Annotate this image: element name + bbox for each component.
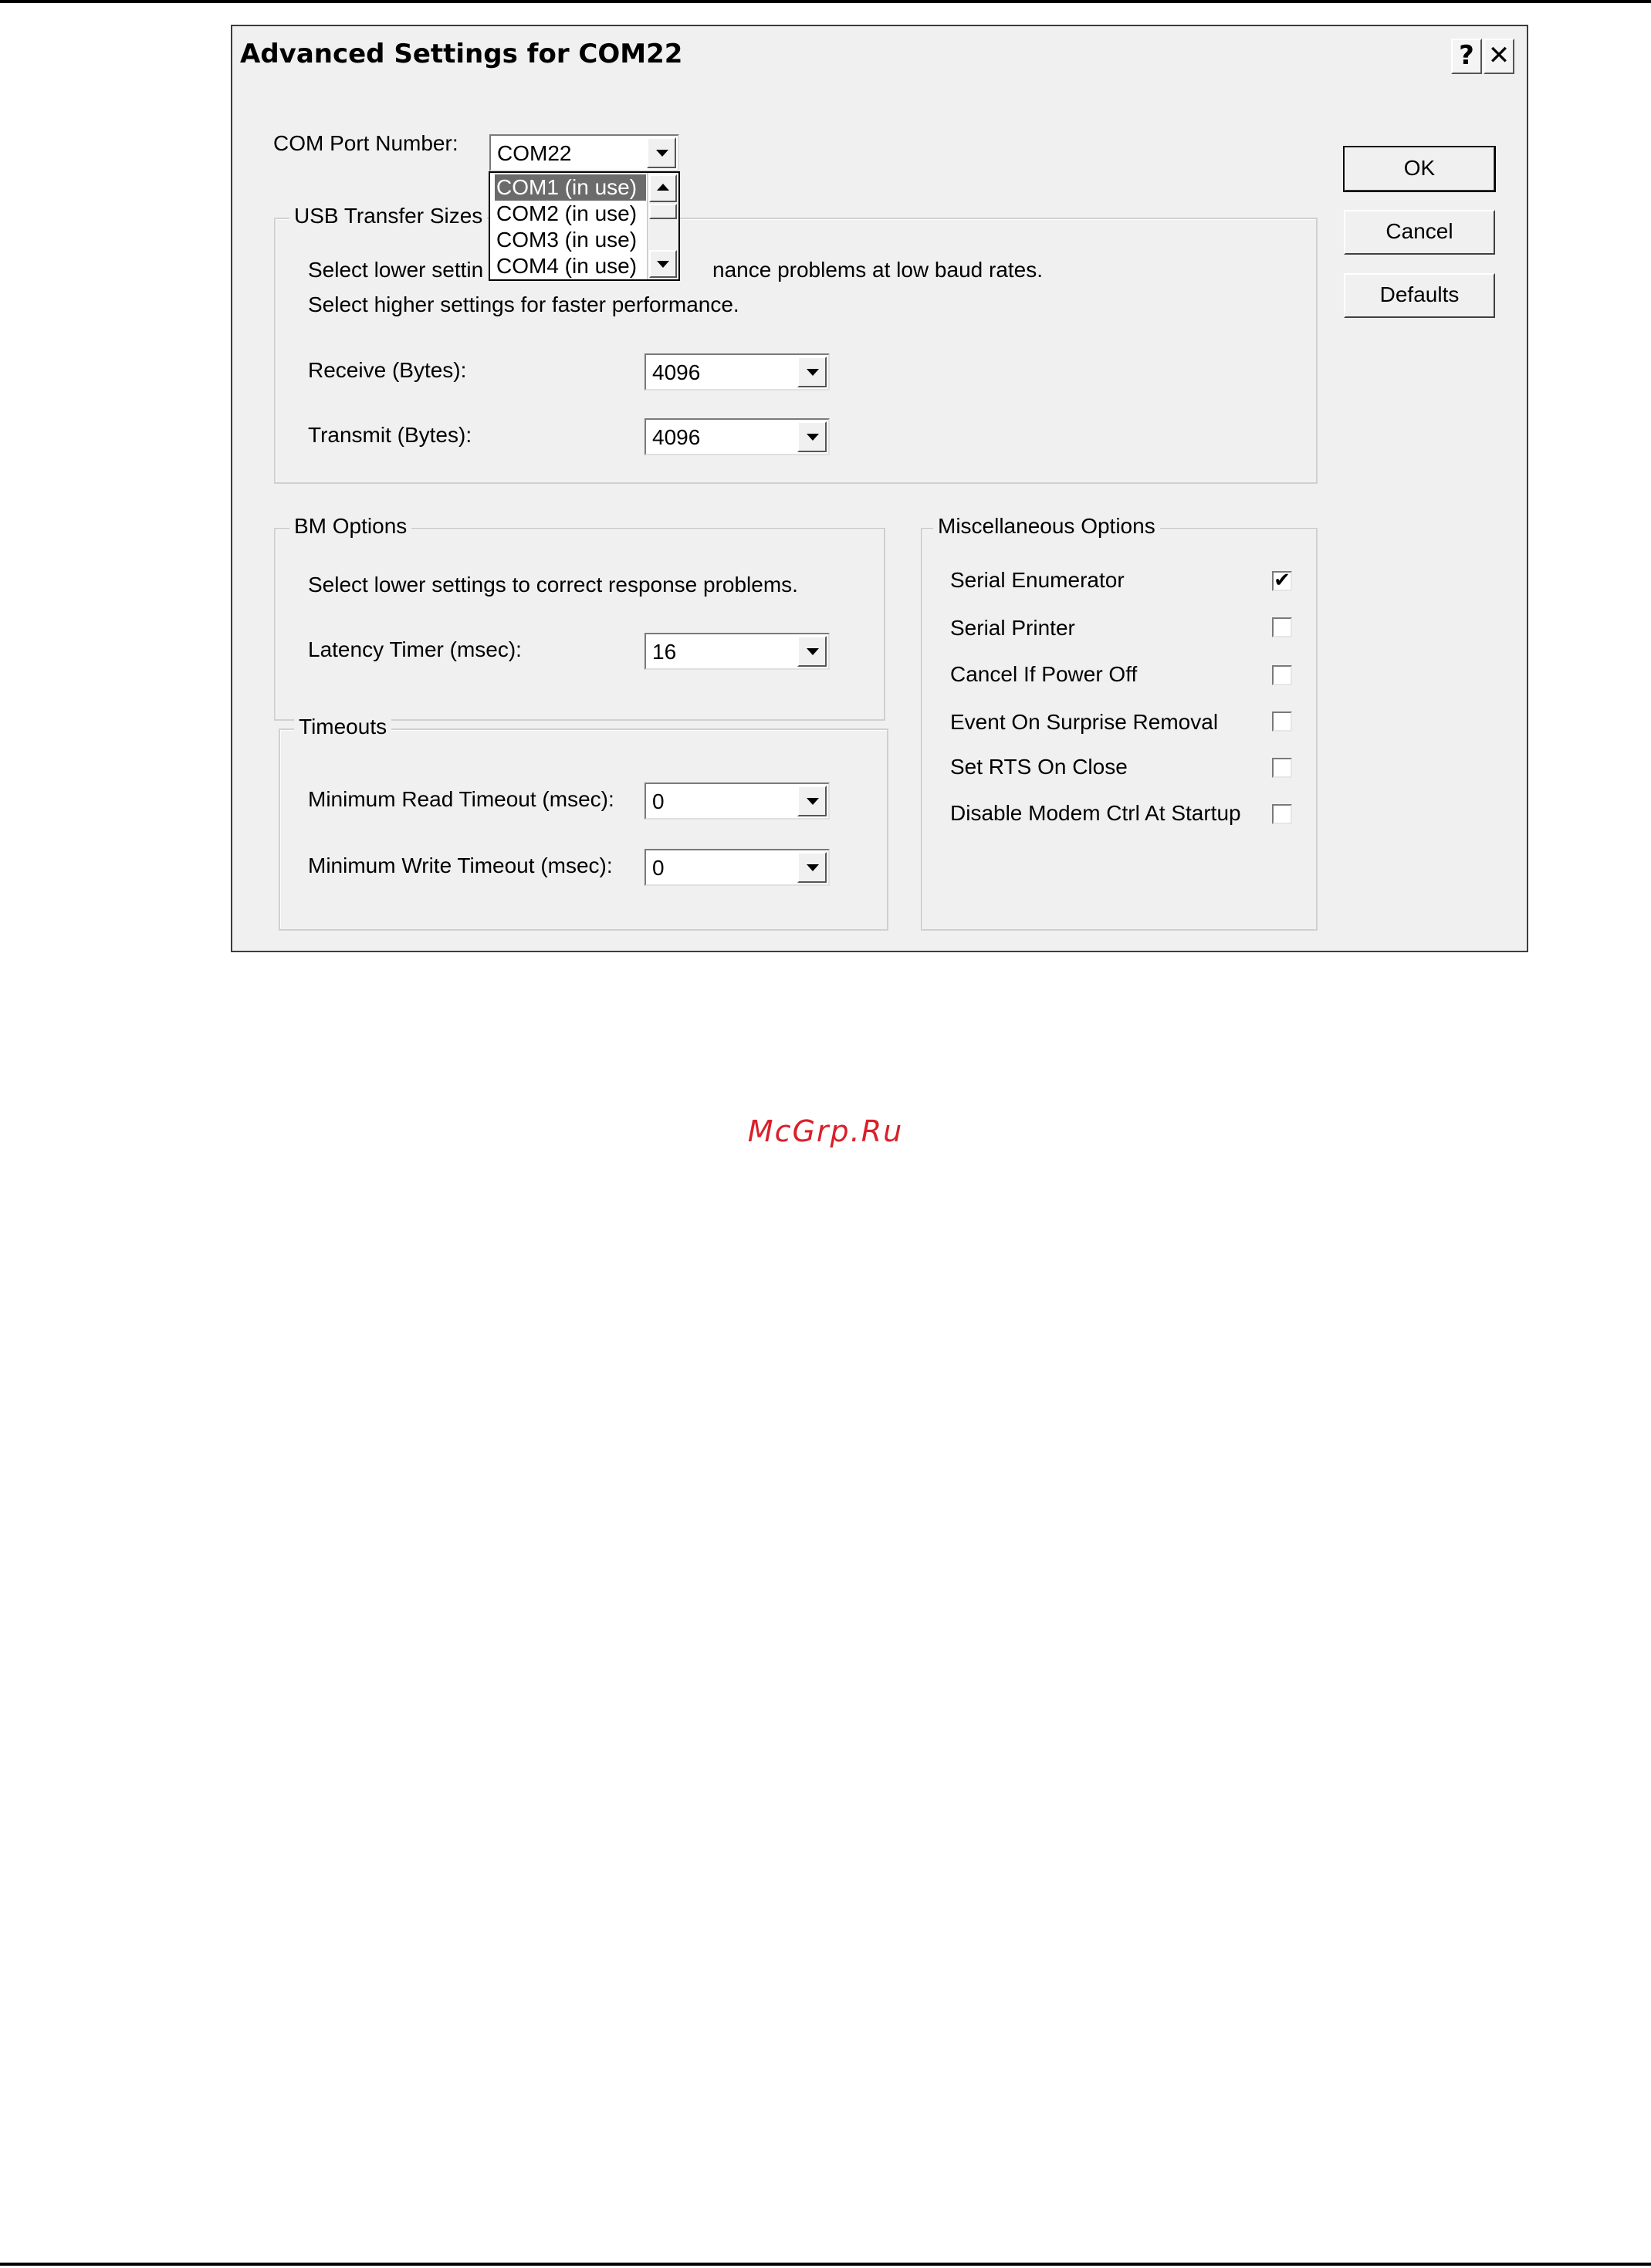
timeouts-group [279, 715, 888, 931]
dialog-title: Advanced Settings for COM22 [240, 39, 683, 69]
receive-value: 4096 [652, 360, 701, 384]
usb-transfer-desc2: Select higher settings for faster performance. [308, 292, 739, 316]
serial-enumerator-checkbox[interactable]: ✔ [1272, 571, 1292, 591]
chevron-down-icon [657, 261, 669, 268]
bottom-rule [0, 2263, 1651, 2266]
min-read-timeout-select[interactable] [644, 782, 830, 820]
top-rule [0, 0, 1651, 3]
receive-dropdown-button[interactable] [797, 357, 827, 387]
com-port-select[interactable] [489, 134, 679, 171]
com-port-option[interactable]: COM4 (in use) [496, 254, 638, 278]
usb-transfer-desc-right: nance problems at low baud rates. [712, 258, 1044, 282]
chevron-down-icon [807, 864, 819, 871]
title-bar [232, 26, 1527, 83]
min-write-timeout-select[interactable] [644, 849, 830, 886]
min-write-timeout-value: 0 [652, 856, 665, 880]
latency-value: 16 [652, 640, 677, 664]
event-on-surprise-removal-checkbox[interactable] [1272, 711, 1292, 732]
disable-modem-ctrl-checkbox[interactable] [1272, 804, 1292, 824]
transmit-dropdown-button[interactable] [797, 421, 827, 452]
scroll-down-button[interactable] [649, 250, 677, 278]
advanced-settings-dialog [231, 25, 1528, 952]
serial-enumerator-label: Serial Enumerator [950, 568, 1125, 592]
receive-label: Receive (Bytes): [308, 358, 467, 382]
cancel-if-power-off-checkbox[interactable] [1272, 665, 1292, 685]
dropdown-scrollbar[interactable] [647, 173, 678, 279]
min-read-timeout-value: 0 [652, 789, 665, 813]
chevron-up-icon [657, 184, 669, 191]
chevron-down-icon [807, 369, 819, 376]
scroll-up-button[interactable] [649, 174, 677, 202]
set-rts-on-close-label: Set RTS On Close [950, 755, 1128, 779]
usb-transfer-title: USB Transfer Sizes [289, 204, 487, 228]
ok-button[interactable]: OK [1344, 147, 1495, 191]
latency-select[interactable] [644, 633, 830, 670]
chevron-down-icon [656, 150, 668, 157]
watermark: McGrp.Ru [747, 1114, 904, 1148]
disable-modem-ctrl-label: Disable Modem Ctrl At Startup [950, 801, 1241, 825]
min-read-timeout-dropdown-button[interactable] [797, 786, 827, 816]
serial-printer-label: Serial Printer [950, 616, 1075, 640]
transmit-value: 4096 [652, 425, 701, 449]
com-port-label: COM Port Number: [273, 131, 458, 155]
chevron-down-icon [807, 648, 819, 655]
misc-options-title: Miscellaneous Options [933, 514, 1160, 539]
help-button[interactable]: ? [1451, 39, 1482, 74]
bm-options-desc: Select lower settings to correct response problems. [308, 573, 798, 597]
serial-printer-checkbox[interactable] [1272, 617, 1292, 637]
transmit-select[interactable] [644, 418, 830, 455]
min-write-timeout-label: Minimum Write Timeout (msec): [308, 853, 613, 877]
latency-label: Latency Timer (msec): [308, 637, 522, 661]
cancel-if-power-off-label: Cancel If Power Off [950, 662, 1138, 686]
com-port-option[interactable]: COM3 (in use) [496, 228, 638, 252]
com-port-option[interactable]: COM2 (in use) [496, 201, 638, 225]
receive-select[interactable] [644, 353, 830, 390]
min-read-timeout-label: Minimum Read Timeout (msec): [308, 787, 614, 811]
set-rts-on-close-checkbox[interactable] [1272, 758, 1292, 778]
usb-transfer-desc-left: Select lower settin [308, 258, 484, 282]
scroll-thumb[interactable] [649, 204, 677, 219]
transmit-label: Transmit (Bytes): [308, 423, 472, 447]
bm-options-title: BM Options [289, 514, 411, 539]
defaults-button[interactable]: Defaults [1344, 273, 1495, 318]
com-port-value: COM22 [497, 141, 572, 165]
close-button[interactable]: ✕ [1484, 39, 1514, 74]
timeouts-title: Timeouts [294, 715, 391, 739]
com-port-dropdown-button[interactable] [647, 137, 676, 168]
com-port-dropdown-list[interactable] [489, 171, 680, 281]
min-write-timeout-dropdown-button[interactable] [797, 852, 827, 883]
chevron-down-icon [807, 434, 819, 441]
bm-options-group [274, 514, 885, 721]
latency-dropdown-button[interactable] [797, 636, 827, 667]
chevron-down-icon [807, 798, 819, 805]
event-on-surprise-removal-label: Event On Surprise Removal [950, 710, 1219, 734]
com-port-option[interactable]: COM1 (in use) [495, 174, 646, 201]
cancel-button[interactable]: Cancel [1344, 210, 1495, 255]
